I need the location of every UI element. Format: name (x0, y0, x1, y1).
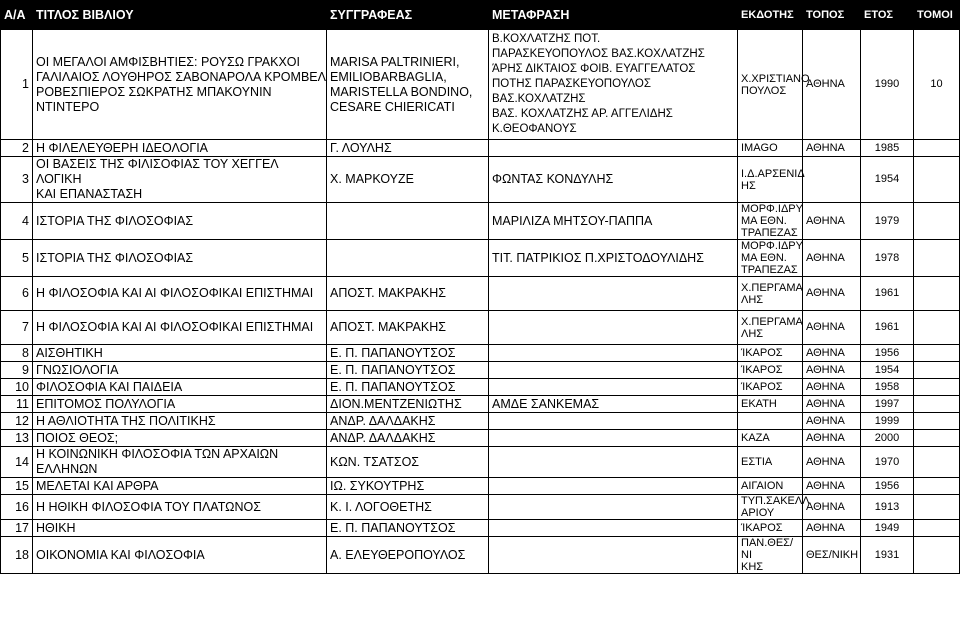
cell-author: Χ. ΜΑΡΚΟΥΖΕ (327, 157, 489, 203)
cell-translation: ΦΩΝΤΑΣ ΚΟΝΔΥΛΗΣ (489, 157, 738, 203)
cell-num: 9 (1, 362, 33, 379)
cell-publisher: IMAGO (738, 140, 803, 157)
cell-title: ΕΠΙΤΟΜΟΣ ΠΟΛΥΛΟΓΙΑ (33, 396, 327, 413)
cell-translation (489, 537, 738, 574)
cell-title: Η ΑΘΛΙΟΤΗΤΑ ΤΗΣ ΠΟΛΙΤΙΚΗΣ (33, 413, 327, 430)
cell-title: ΙΣΤΟΡΙΑ ΤΗΣ ΦΙΛΟΣΟΦΙΑΣ (33, 203, 327, 240)
cell-translation (489, 430, 738, 447)
cell-author: Κ. Ι. ΛΟΓΟΘΕΤΗΣ (327, 495, 489, 520)
cell-title: ΟΙ ΒΑΣΕΙΣ ΤΗΣ ΦΙΛΙΣΟΦΙΑΣ ΤΟΥ ΧΕΓΓΕΛ ΛΟΓΙΚΗ ΚΑΙ ΕΠΑΝΑΣΤΑΣΗ (33, 157, 327, 203)
cell-volumes (914, 537, 960, 574)
cell-place: ΑΘΗΝΑ (803, 447, 861, 478)
cell-translation (489, 447, 738, 478)
cell-author: ΑΠΟΣΤ. ΜΑΚΡΑΚΗΣ (327, 277, 489, 311)
table-row (1, 447, 960, 478)
cell-year: 1949 (861, 520, 914, 537)
cell-volumes (914, 203, 960, 240)
cell-year: 1954 (861, 157, 914, 203)
cell-place: ΑΘΗΝΑ (803, 396, 861, 413)
cell-place: ΑΘΗΝΑ (803, 240, 861, 277)
cell-num: 18 (1, 537, 33, 574)
cell-year: 1956 (861, 478, 914, 495)
cell-num: 15 (1, 478, 33, 495)
cell-author: Ε. Π. ΠΑΠΑΝΟΥΤΣΟΣ (327, 362, 489, 379)
header-translation: ΜΕΤΑΦΡΑΣΗ (489, 1, 738, 30)
cell-author: Ε. Π. ΠΑΠΑΝΟΥΤΣΟΣ (327, 379, 489, 396)
cell-num: 2 (1, 140, 33, 157)
cell-author: Ε. Π. ΠΑΠΑΝΟΥΤΣΟΣ (327, 345, 489, 362)
cell-year: 1954 (861, 362, 914, 379)
cell-volumes (914, 157, 960, 203)
cell-num: 6 (1, 277, 33, 311)
cell-title: Η ΦΙΛΟΣΟΦΙΑ ΚΑΙ ΑΙ ΦΙΛΟΣΟΦΙΚΑΙ ΕΠΙΣΤΗΜΑΙ (33, 311, 327, 345)
cell-year: 1999 (861, 413, 914, 430)
table-row (1, 396, 960, 413)
cell-place: ΑΘΗΝΑ (803, 30, 861, 140)
table-row (1, 345, 960, 362)
cell-translation: ΜΑΡΙΛΙΖΑ ΜΗΤΣΟΥ-ΠΑΠΠΑ (489, 203, 738, 240)
cell-author: Ε. Π. ΠΑΠΑΝΟΥΤΣΟΣ (327, 520, 489, 537)
header-row (1, 1, 960, 30)
cell-publisher: Ι.Δ.ΑΡΣΕΝΙΔ ΗΣ (738, 157, 803, 203)
cell-title: Η ΦΙΛΟΣΟΦΙΑ ΚΑΙ ΑΙ ΦΙΛΟΣΟΦΙΚΑΙ ΕΠΙΣΤΗΜΑΙ (33, 277, 327, 311)
header-author: ΣΥΓΓΡΑΦΕΑΣ (327, 1, 489, 30)
cell-author: Γ. ΛΟΥΛΗΣ (327, 140, 489, 157)
header-title: ΤΙΤΛΟΣ ΒΙΒΛΙΟΥ (33, 1, 327, 30)
cell-volumes (914, 311, 960, 345)
table-row (1, 379, 960, 396)
cell-volumes (914, 362, 960, 379)
cell-volumes (914, 520, 960, 537)
cell-author: ΑΝΔΡ. ΔΑΛΔΑΚΗΣ (327, 430, 489, 447)
cell-place: ΑΘΗΝΑ (803, 379, 861, 396)
table-row (1, 430, 960, 447)
cell-author: ΔΙΟΝ.ΜΕΝΤΖΕΝΙΩΤΗΣ (327, 396, 489, 413)
header-place: ΤΟΠΟΣ (803, 1, 861, 30)
cell-translation (489, 413, 738, 430)
cell-num: 13 (1, 430, 33, 447)
cell-num: 12 (1, 413, 33, 430)
table-row (1, 537, 960, 574)
cell-translation (489, 379, 738, 396)
table-row (1, 240, 960, 277)
cell-publisher: ΠΑΝ.ΘΕΣ/ΝΙ ΚΗΣ (738, 537, 803, 574)
cell-num: 8 (1, 345, 33, 362)
header-aa: Α/Α (1, 1, 33, 30)
cell-publisher: Χ.ΧΡΙΣΤΙΑΝΟ ΠΟΥΛΟΣ (738, 30, 803, 140)
books-body (1, 30, 960, 574)
cell-place (803, 157, 861, 203)
cell-volumes: 10 (914, 30, 960, 140)
cell-num: 16 (1, 495, 33, 520)
cell-num: 5 (1, 240, 33, 277)
cell-title: ΠΟΙΟΣ ΘΕΟΣ; (33, 430, 327, 447)
cell-place: ΑΘΗΝΑ (803, 345, 861, 362)
cell-publisher: ΑΙΓΑΙΟΝ (738, 478, 803, 495)
cell-volumes (914, 478, 960, 495)
cell-title: ΙΣΤΟΡΙΑ ΤΗΣ ΦΙΛΟΣΟΦΙΑΣ (33, 240, 327, 277)
cell-publisher: ΊΚΑΡΟΣ (738, 520, 803, 537)
cell-year: 1997 (861, 396, 914, 413)
cell-translation (489, 478, 738, 495)
cell-publisher: ΕΚΑΤΗ (738, 396, 803, 413)
table-row (1, 413, 960, 430)
cell-place: ΑΘΗΝΑ (803, 140, 861, 157)
table-row (1, 277, 960, 311)
cell-num: 7 (1, 311, 33, 345)
cell-volumes (914, 379, 960, 396)
cell-year: 1956 (861, 345, 914, 362)
cell-translation (489, 311, 738, 345)
cell-year: 1913 (861, 495, 914, 520)
cell-place: ΑΘΗΝΑ (803, 362, 861, 379)
cell-year: 1985 (861, 140, 914, 157)
cell-publisher: ΊΚΑΡΟΣ (738, 379, 803, 396)
cell-year: 1979 (861, 203, 914, 240)
cell-place: ΑΘΗΝΑ (803, 495, 861, 520)
cell-place: ΑΘΗΝΑ (803, 478, 861, 495)
cell-title: Η ΗΘΙΚΗ ΦΙΛΟΣΟΦΙΑ ΤΟΥ ΠΛΑΤΩΝΟΣ (33, 495, 327, 520)
table-row (1, 495, 960, 520)
cell-year: 1961 (861, 311, 914, 345)
cell-title: Η ΦΙΛΕΛΕΥΘΕΡΗ ΙΔΕΟΛΟΓΙΑ (33, 140, 327, 157)
table-row (1, 362, 960, 379)
cell-num: 10 (1, 379, 33, 396)
cell-author (327, 203, 489, 240)
cell-year: 1958 (861, 379, 914, 396)
cell-publisher: ΕΣΤΙΑ (738, 447, 803, 478)
cell-num: 1 (1, 30, 33, 140)
cell-year: 1978 (861, 240, 914, 277)
cell-title: ΜΕΛΕΤΑΙ ΚΑΙ ΑΡΘΡΑ (33, 478, 327, 495)
cell-publisher: ΚΑΖΑ (738, 430, 803, 447)
cell-num: 14 (1, 447, 33, 478)
cell-publisher: ΤΥΠ.ΣΑΚΕΛΛ ΑΡΙΟΥ (738, 495, 803, 520)
cell-author: ΚΩΝ. ΤΣΑΤΣΟΣ (327, 447, 489, 478)
cell-title: Η ΚΟΙΝΩΝΙΚΗ ΦΙΛΟΣΟΦΙΑ ΤΩΝ ΑΡΧΑΙΩΝ ΕΛΛΗΝΩΝ (33, 447, 327, 478)
cell-volumes (914, 140, 960, 157)
cell-translation: ΑΜΔΕ ΣΑΝΚΕΜΑΣ (489, 396, 738, 413)
cell-publisher (738, 413, 803, 430)
cell-publisher: ΜΟΡΦ.ΙΔΡΥ ΜΑ ΕΘΝ. ΤΡΑΠΕΖΑΣ (738, 240, 803, 277)
cell-title: ΟΙΚΟΝΟΜΙΑ ΚΑΙ ΦΙΛΟΣΟΦΙΑ (33, 537, 327, 574)
cell-author: MARISA PALTRINIERI, EMILIOBARBAGLIA, MARISTELLA BONDINO, CESARE CHIERICATI (327, 30, 489, 140)
cell-translation (489, 362, 738, 379)
cell-place: ΑΘΗΝΑ (803, 203, 861, 240)
cell-publisher: Χ.ΠΕΡΓΑΜΑ ΛΗΣ (738, 277, 803, 311)
cell-translation: ΤΙΤ. ΠΑΤΡΙΚΙΟΣ Π.ΧΡΙΣΤΟΔΟΥΛΙΔΗΣ (489, 240, 738, 277)
cell-publisher: ΊΚΑΡΟΣ (738, 362, 803, 379)
cell-num: 17 (1, 520, 33, 537)
table-row (1, 520, 960, 537)
cell-num: 3 (1, 157, 33, 203)
cell-year: 1970 (861, 447, 914, 478)
cell-volumes (914, 277, 960, 311)
cell-place: ΑΘΗΝΑ (803, 430, 861, 447)
table-row (1, 203, 960, 240)
cell-author: ΑΠΟΣΤ. ΜΑΚΡΑΚΗΣ (327, 311, 489, 345)
table-row (1, 140, 960, 157)
table-row (1, 30, 960, 140)
cell-place: ΑΘΗΝΑ (803, 311, 861, 345)
table-row (1, 157, 960, 203)
cell-year: 1990 (861, 30, 914, 140)
cell-author: ΑΝΔΡ. ΔΑΛΔΑΚΗΣ (327, 413, 489, 430)
cell-place: ΘΕΣ/ΝΙΚΗ (803, 537, 861, 574)
cell-translation: Β.ΚΟΧΛΑΤΖΗΣ ΠΟΤ. ΠΑΡΑΣΚΕΥΟΠΟΥΛΟΣ ΒΑΣ.ΚΟΧΛΑΤΖΗΣ ΆΡΗΣ ΔΙΚΤΑΙΟΣ ΦΟΙΒ. ΕΥΑΓΓΕΛΑΤΟΣ ΠΟΤΗΣ ΠΑΡΑΣΚΕΥΟΠΟΥΛΟΣ ΒΑΣ.ΚΟΧΛΑΤΖΗΣ ΒΑΣ. ΚΟΧΛΑΤΖΗΣ ΑΡ. ΑΓΓΕΛΙΔΗΣ Κ.ΘΕΟΦΑΝΟΥΣ (489, 30, 738, 140)
cell-translation (489, 495, 738, 520)
table-row (1, 478, 960, 495)
cell-place: ΑΘΗΝΑ (803, 520, 861, 537)
cell-year: 2000 (861, 430, 914, 447)
cell-volumes (914, 345, 960, 362)
cell-year: 1961 (861, 277, 914, 311)
cell-volumes (914, 447, 960, 478)
header-year: ΕΤΟΣ (861, 1, 914, 30)
cell-author: Α. ΕΛΕΥΘΕΡΟΠΟΥΛΟΣ (327, 537, 489, 574)
header-volumes: ΤΟΜΟΙ (914, 1, 960, 30)
cell-num: 11 (1, 396, 33, 413)
table-row (1, 311, 960, 345)
cell-title: ΦΙΛΟΣΟΦΙΑ ΚΑΙ ΠΑΙΔΕΙΑ (33, 379, 327, 396)
cell-volumes (914, 396, 960, 413)
cell-place: ΑΘΗΝΑ (803, 413, 861, 430)
cell-translation (489, 345, 738, 362)
cell-publisher: ΜΟΡΦ.ΙΔΡΥ ΜΑ ΕΘΝ. ΤΡΑΠΕΖΑΣ (738, 203, 803, 240)
cell-volumes (914, 240, 960, 277)
cell-year: 1931 (861, 537, 914, 574)
cell-title: ΓΝΩΣΙΟΛΟΓΙΑ (33, 362, 327, 379)
cell-title: ΗΘΙΚΗ (33, 520, 327, 537)
cell-place: ΑΘΗΝΑ (803, 277, 861, 311)
cell-publisher: ΊΚΑΡΟΣ (738, 345, 803, 362)
cell-author: ΙΩ. ΣΥΚΟΥΤΡΗΣ (327, 478, 489, 495)
cell-translation (489, 277, 738, 311)
cell-title: ΟΙ ΜΕΓΑΛΟΙ ΑΜΦΙΣΒΗΤΙΕΣ: ΡΟΥΣΩ ΓΡΑΚΧΟΙ ΓΑΛΙΛΑΙΟΣ ΛΟΥΘΗΡΟΣ ΣΑΒΟΝΑΡΟΛΑ ΚΡΟΜΒΕΛ ΡΟΒΕΣΠΙΕΡΟΣ ΣΩΚΡΑΤΗΣ ΜΠΑΚΟΥΝΙΝ ΝΤΙΝΤΕΡΟ (33, 30, 327, 140)
cell-volumes (914, 495, 960, 520)
cell-title: ΑΙΣΘΗΤΙΚΗ (33, 345, 327, 362)
cell-translation (489, 140, 738, 157)
cell-author (327, 240, 489, 277)
cell-volumes (914, 430, 960, 447)
cell-translation (489, 520, 738, 537)
header-publisher: ΕΚΔΟΤΗΣ (738, 1, 803, 30)
cell-num: 4 (1, 203, 33, 240)
cell-publisher: Χ.ΠΕΡΓΑΜΑ ΛΗΣ (738, 311, 803, 345)
cell-volumes (914, 413, 960, 430)
